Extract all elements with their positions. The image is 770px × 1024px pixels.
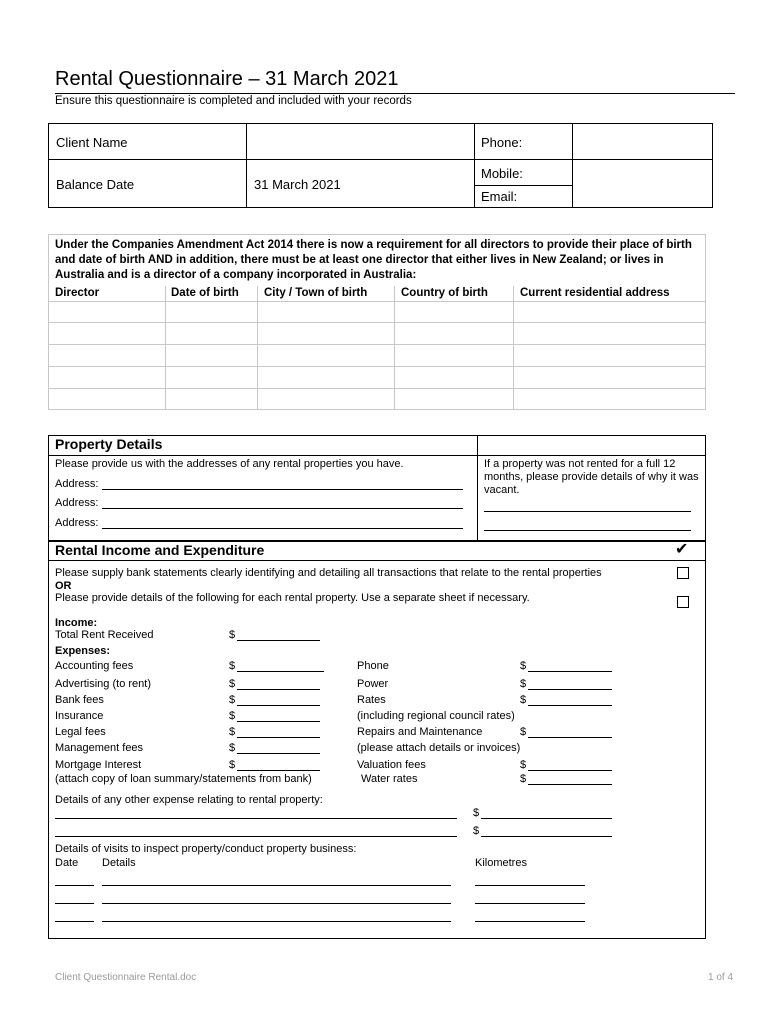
income-label: Income: — [55, 617, 98, 629]
director-row-4-input[interactable] — [50, 368, 163, 387]
repairs-input[interactable] — [528, 737, 612, 738]
dollar-sign: $ — [229, 694, 236, 706]
director-row-5-input[interactable] — [50, 390, 163, 409]
dollar-sign: $ — [229, 678, 236, 690]
option-bank-statements: Please supply bank statements clearly identifying and detailing all transactions that relate to the rental properties — [55, 567, 602, 579]
email-label: Email: — [481, 189, 518, 204]
phone-input[interactable] — [528, 671, 612, 672]
property-instruction: Please provide us with the addresses of any rental properties you have. — [55, 458, 404, 470]
other-expense-amount-1[interactable] — [481, 818, 612, 819]
visits-label: Details of visits to inspect property/conduct property business: — [55, 843, 357, 855]
other-expense-label: Details of any other expense relating to rental property: — [55, 794, 323, 806]
expense-rates: Rates — [357, 694, 386, 706]
rates-input[interactable] — [528, 705, 612, 706]
footer-page-number: 1 of 4 — [708, 972, 734, 983]
bank-statements-checkbox[interactable] — [677, 567, 689, 579]
legal-input[interactable] — [237, 737, 320, 738]
mobile-label: Mobile: — [481, 166, 523, 181]
page-subtitle: Ensure this questionnaire is completed and included with your records — [55, 95, 412, 107]
expense-legal: Legal fees — [55, 726, 106, 738]
provide-details-checkbox[interactable] — [677, 596, 689, 608]
expense-water: Water rates — [361, 773, 418, 785]
dollar-sign: $ — [520, 660, 527, 672]
dollar-sign: $ — [520, 694, 527, 706]
address-line-2[interactable] — [102, 508, 463, 509]
address-label-2: Address: — [55, 497, 99, 509]
vacant-line-1[interactable] — [484, 511, 691, 512]
total-rent-input[interactable] — [237, 640, 320, 641]
expense-accounting: Accounting fees — [55, 660, 134, 672]
visit-km-3[interactable] — [475, 921, 585, 922]
balance-date-value: 31 March 2021 — [254, 177, 341, 192]
page-title: Rental Questionnaire – 31 March 2021 — [55, 68, 399, 90]
balance-date-label: Balance Date — [56, 177, 135, 192]
dollar-sign: $ — [229, 629, 236, 641]
director-row-2-input[interactable] — [50, 324, 163, 343]
dollar-sign: $ — [229, 759, 236, 771]
dollar-sign: $ — [520, 678, 527, 690]
expense-advertising: Advertising (to rent) — [55, 678, 151, 690]
expense-insurance: Insurance — [55, 710, 104, 722]
vacant-line-2[interactable] — [484, 530, 691, 531]
bank-fees-input[interactable] — [237, 705, 320, 706]
rates-note: (including regional council rates) — [357, 710, 515, 722]
property-heading: Property Details — [55, 436, 163, 452]
dollar-sign: $ — [520, 759, 527, 771]
water-input[interactable] — [528, 784, 612, 785]
client-name-field[interactable] — [252, 135, 467, 151]
repairs-note: (please attach details or invoices) — [357, 742, 521, 754]
title-divider — [55, 93, 735, 94]
dollar-sign: $ — [229, 742, 236, 754]
col-city-of-birth: City / Town of birth — [264, 287, 368, 299]
visit-date-1[interactable] — [55, 885, 94, 886]
visits-details-label: Details — [102, 857, 136, 869]
dollar-sign: $ — [520, 726, 527, 738]
or-label: OR — [55, 580, 72, 592]
phone-label: Phone: — [481, 135, 523, 150]
visits-date-label: Date — [55, 857, 79, 869]
power-input[interactable] — [528, 689, 612, 690]
col-director: Director — [55, 287, 100, 299]
accounting-input[interactable] — [237, 671, 324, 672]
visit-km-2[interactable] — [475, 903, 585, 904]
mortgage-input[interactable] — [237, 770, 320, 771]
total-rent-label: Total Rent Received — [55, 629, 154, 641]
expense-power: Power — [357, 678, 389, 690]
valuation-input[interactable] — [528, 770, 612, 771]
other-expense-amount-2[interactable] — [481, 836, 612, 837]
address-label-3: Address: — [55, 517, 99, 529]
dollar-sign: $ — [229, 726, 236, 738]
loan-note: (attach copy of loan summary/statements from bank) — [55, 773, 312, 785]
col-country-of-birth: Country of birth — [401, 287, 488, 299]
mobile-field[interactable] — [575, 162, 709, 183]
income-heading: Rental Income and Expenditure — [55, 542, 265, 558]
advertising-input[interactable] — [237, 689, 320, 690]
director-row-3-input[interactable] — [50, 346, 163, 365]
option-provide-details: Please provide details of the following for each rental property. Use a separate sheet if necessary. — [55, 592, 530, 604]
footer-filename: Client Questionnaire Rental.doc — [55, 972, 197, 983]
visits-km-label: Kilometres — [475, 857, 527, 869]
management-input[interactable] — [237, 753, 320, 754]
address-label-1: Address: — [55, 478, 99, 490]
expense-repairs: Repairs and Maintenance — [357, 726, 483, 738]
dollar-sign: $ — [520, 773, 527, 785]
director-row-1-input[interactable] — [50, 303, 163, 321]
dollar-sign: $ — [229, 660, 236, 672]
client-name-label: Client Name — [56, 135, 128, 150]
visit-details-1[interactable] — [102, 885, 451, 886]
address-line-3[interactable] — [102, 528, 463, 529]
expense-mortgage: Mortgage Interest — [55, 759, 142, 771]
visit-date-3[interactable] — [55, 921, 94, 922]
other-expense-line-1[interactable] — [55, 818, 457, 819]
expense-management: Management fees — [55, 742, 144, 754]
phone-field[interactable] — [575, 126, 709, 156]
other-expense-line-2[interactable] — [55, 836, 457, 837]
expenses-label: Expenses: — [55, 645, 111, 657]
visit-date-2[interactable] — [55, 903, 94, 904]
directors-notice: Under the Companies Amendment Act 2014 there is now a requirement for all directors to provide their place of birth and date of birth AND in addition, there must be at least one director that either lives in New Zealand; or lives in Australia and is a director of a company incorporated in Australia: — [55, 239, 692, 281]
address-line-1[interactable] — [102, 489, 463, 490]
col-residential-address: Current residential address — [520, 287, 670, 299]
col-date-of-birth: Date of birth — [171, 287, 239, 299]
expense-bank-fees: Bank fees — [55, 694, 104, 706]
visit-details-2[interactable] — [102, 903, 451, 904]
vacant-note: If a property was not rented for a full 12 months, please provide details of why it was vacant. — [484, 458, 699, 496]
dollar-sign: $ — [473, 807, 480, 819]
dollar-sign: $ — [473, 825, 480, 837]
expense-valuation: Valuation fees — [357, 759, 426, 771]
email-field[interactable] — [575, 187, 709, 206]
visit-details-3[interactable] — [102, 921, 451, 922]
checkmark-icon: ✔ — [675, 541, 689, 558]
visit-km-1[interactable] — [475, 885, 585, 886]
dollar-sign: $ — [229, 710, 236, 722]
expense-phone: Phone — [357, 660, 389, 672]
insurance-input[interactable] — [237, 721, 320, 722]
